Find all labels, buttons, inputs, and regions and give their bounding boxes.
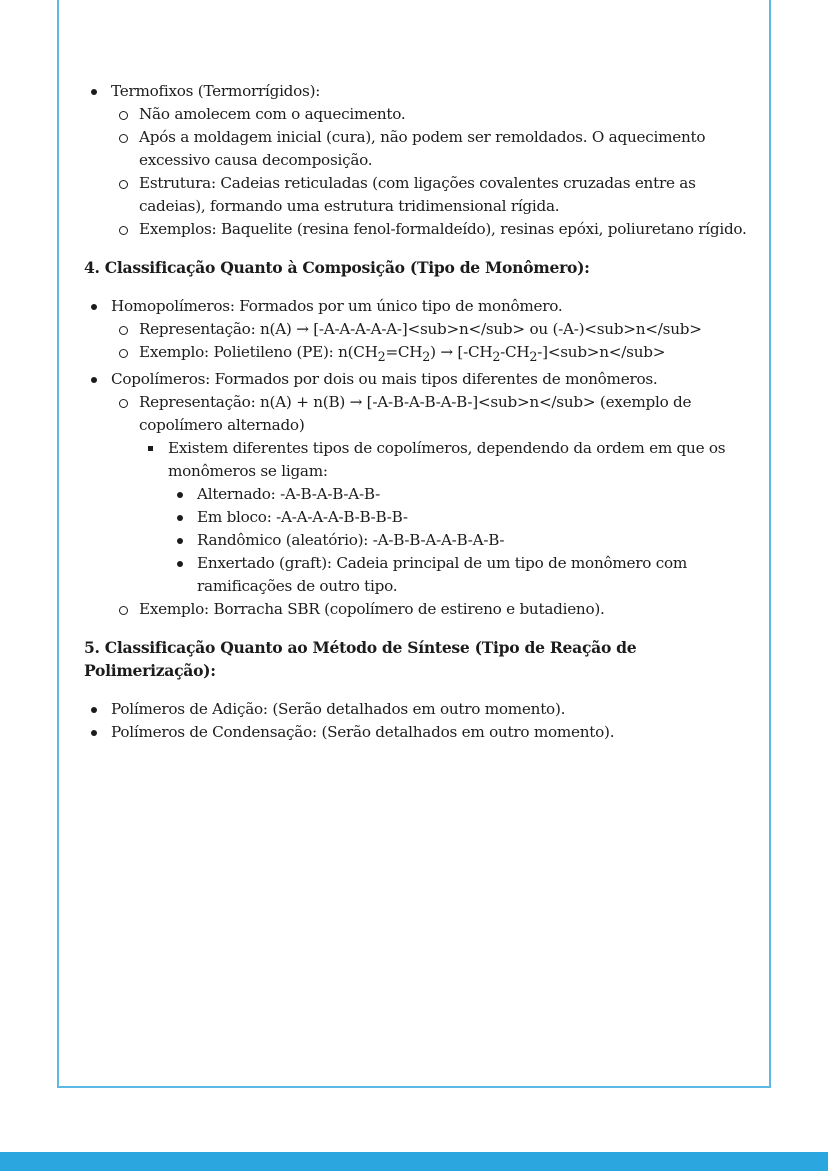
list-item-copolimeros-representacao <box>111 391 756 598</box>
list-item: Enxertado (graft): Cadeia principal de um tipo de monômero com ramificações de outro tipo. <box>168 552 756 598</box>
list-item-homopolimeros <box>84 295 756 368</box>
tipos-sublist <box>168 483 756 598</box>
heading-sintese: 5. Classificação Quanto ao Método de Síntese (Tipo de Reação de Polimerização): <box>84 638 637 681</box>
heading-composicao: 4. Classificação Quanto à Composição (Tipo de Monômero): <box>84 258 590 277</box>
list-item: Alternado: -A-B-A-B-A-B- <box>168 483 756 506</box>
homopolimeros-sublist <box>111 318 756 368</box>
list-item-tipos <box>139 437 756 598</box>
sintese-list <box>84 698 756 744</box>
list-item: Exemplos: Baquelite (resina fenol-formaldeído), resinas epóxi, poliuretano rígido. <box>111 218 756 241</box>
list-item: Não amolecem com o aquecimento. <box>111 103 756 126</box>
subscript: 2 <box>492 349 501 365</box>
representacao-text: Representação: n(A) + n(B) → [-A-B-A-B-A-B-]<sub>n</sub> (exemplo de copolímero alternado) <box>139 393 692 435</box>
list-item-termofixos <box>84 80 756 241</box>
list-item: Polímeros de Condensação: (Serão detalhados em outro momento). <box>84 721 756 744</box>
list-item-copolimeros <box>84 368 756 621</box>
tipos-intro: Existem diferentes tipos de copolímeros, dependendo da ordem em que os monômeros se ligam: <box>168 439 726 481</box>
copolimeros-label: Copolímeros: Formados por dois ou mais tipos diferentes de monômeros. <box>111 370 658 389</box>
list-item: Polímeros de Adição: (Serão detalhados em outro momento). <box>84 698 756 721</box>
termofixos-sublist <box>111 103 756 241</box>
list-item: Representação: n(A) → [-A-A-A-A-A-]<sub>n</sub> ou (-A-)<sub>n</sub> <box>111 318 756 341</box>
copolimeros-sublist <box>111 391 756 621</box>
composicao-list <box>84 295 756 621</box>
formula-text: =CH <box>385 343 423 361</box>
tipos-list <box>139 437 756 598</box>
document-content <box>84 80 756 744</box>
list-item: Randômico (aleatório): -A-B-B-A-A-B-A-B- <box>168 529 756 552</box>
formula-text: -CH <box>500 343 530 361</box>
list-item: Estrutura: Cadeias reticuladas (com ligações covalentes cruzadas entre as cadeias), formando uma estrutura tridimensional rígida. <box>111 172 756 218</box>
termofixos-list <box>84 80 756 241</box>
list-item: Após a moldagem inicial (cura), não podem ser remoldados. O aquecimento excessivo causa decomposição. <box>111 126 756 172</box>
formula-text: ) → [-CH <box>430 343 493 361</box>
list-item-polietileno <box>111 341 756 368</box>
subscript: 2 <box>377 349 386 365</box>
subscript: 2 <box>422 349 431 365</box>
list-item: Em bloco: -A-A-A-A-B-B-B-B- <box>168 506 756 529</box>
list-item: Exemplo: Borracha SBR (copolímero de estireno e butadieno). <box>111 598 756 621</box>
subscript: 2 <box>529 349 538 365</box>
formula-text: -]<sub>n</sub> <box>537 343 666 361</box>
termofixos-label: Termofixos (Termorrígidos): <box>111 82 321 100</box>
homopolimeros-label: Homopolímeros: Formados por um único tipo de monômero. <box>111 297 563 315</box>
formula-text: Exemplo: Polietileno (PE): n(CH <box>139 343 378 361</box>
bottom-bar <box>0 1152 828 1171</box>
